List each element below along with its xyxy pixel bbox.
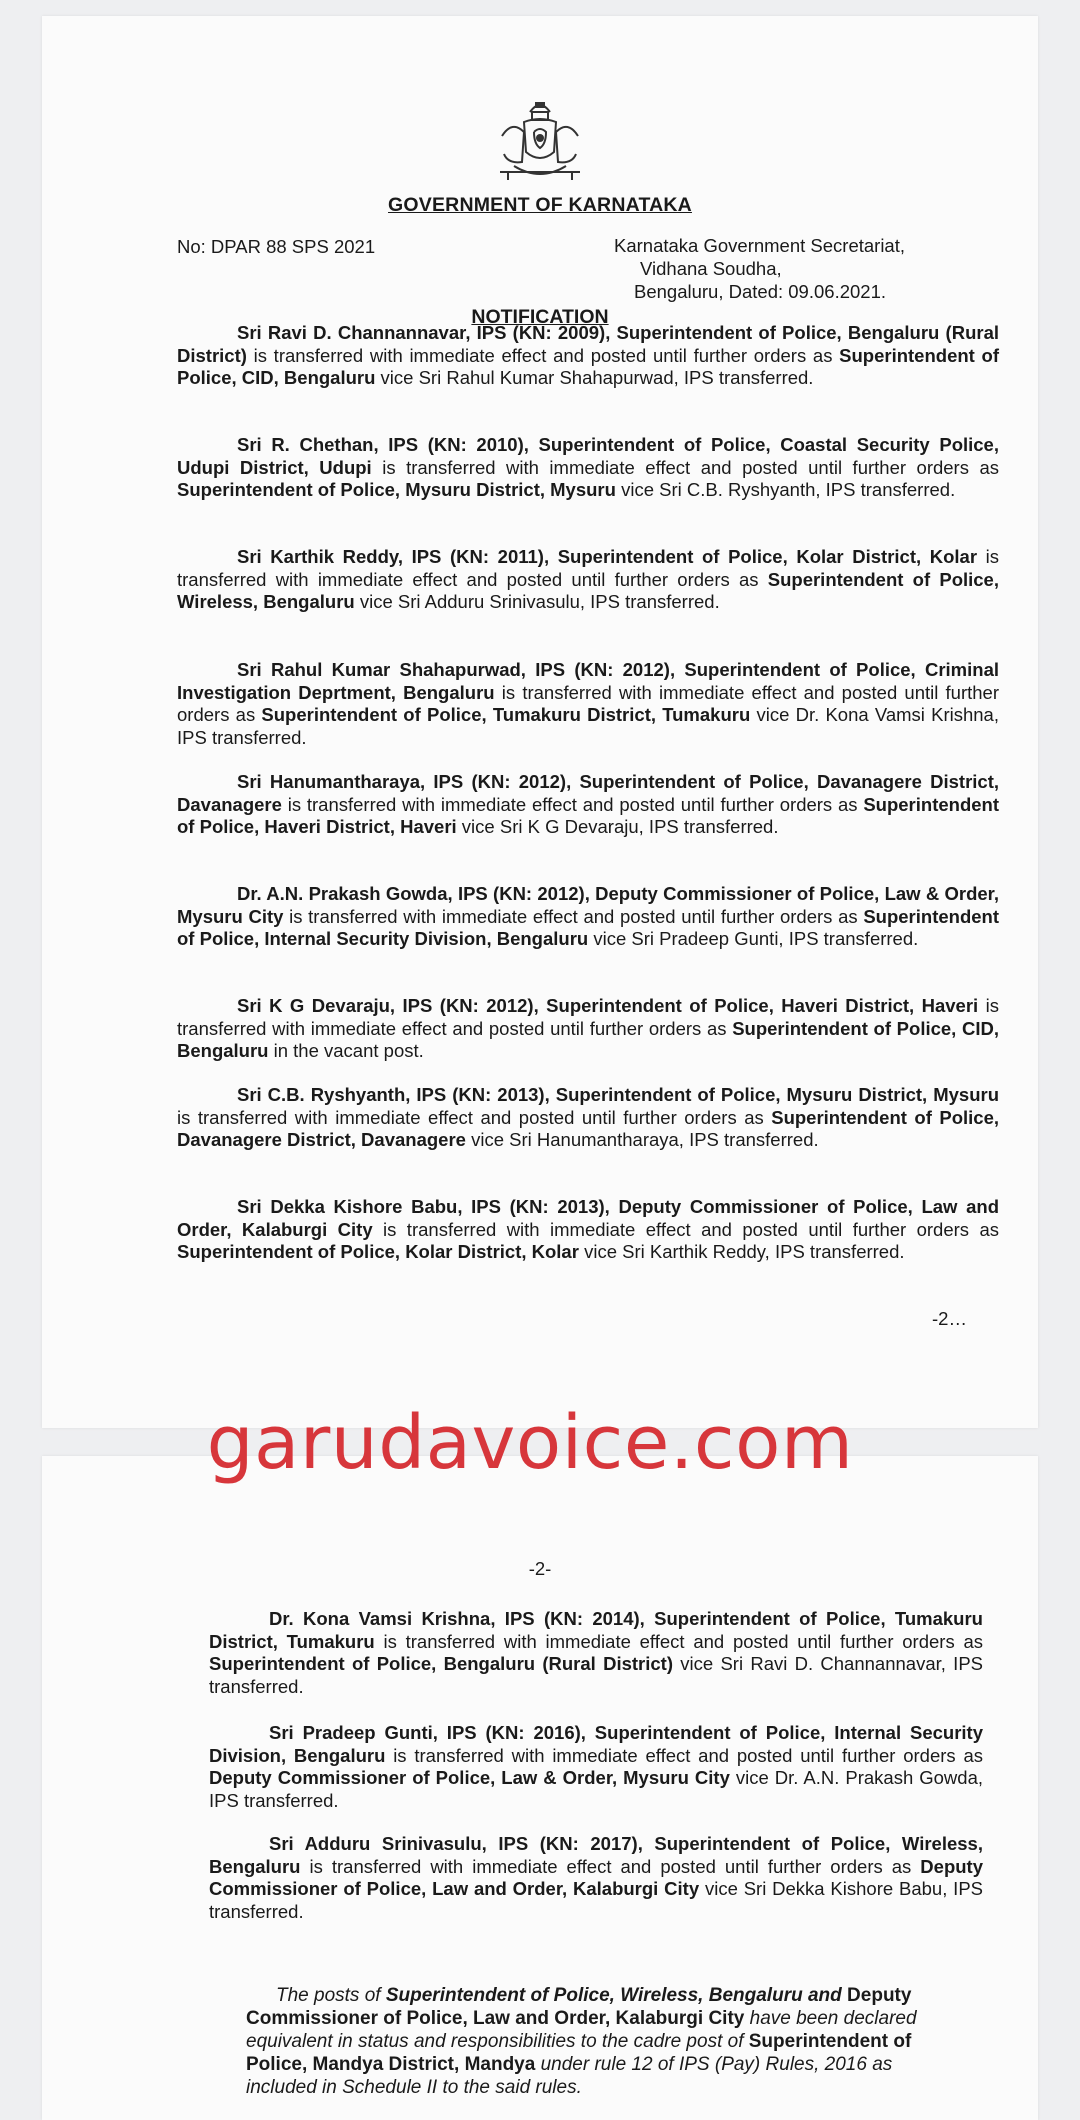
- reference-number: No: DPAR 88 SPS 2021: [177, 236, 376, 257]
- page-two: [42, 1456, 1038, 2120]
- transfer-paragraph: Dr. Kona Vamsi Krishna, IPS (KN: 2014), Superintendent of Police, Tumakuru District, Tumakuru is transferred with immediate effect and posted until further orders as Superintendent of Police, Bengaluru (Rural District) vice Sri Ravi D. Channannavar, IPS transferred.: [209, 1608, 984, 1697]
- watermark-text: garudavoice.com: [206, 1400, 854, 1486]
- transfer-paragraph: Sri Rahul Kumar Shahapurwad, IPS (KN: 2012), Superintendent of Police, Criminal Investigation Deprtment, Bengaluru is transferred with immediate effect and posted until further orders as Superintendent of Police, Tumakuru District, Tumakuru vice Dr. Kona Vamsi Krishna, IPS transferred.: [177, 659, 999, 748]
- transfer-paragraph: Sri Hanumantharaya, IPS (KN: 2012), Superintendent of Police, Davanagere District, Davanagere is transferred with immediate effect and posted until further orders as Superintendent of Police, Haveri District, Haveri vice Sri K G Devaraju, IPS transferred.: [177, 771, 999, 838]
- address-line: Vidhana Soudha,: [640, 258, 782, 279]
- transfer-paragraph: Sri Ravi D. Channannavar, IPS (KN: 2009), Superintendent of Police, Bengaluru (Rural District) is transferred with immediate effect and posted until further orders as Superintendent of Police, CID, Bengaluru vice Sri Rahul Kumar Shahapurwad, IPS transferred.: [177, 322, 999, 389]
- next-page-marker: -2…: [932, 1308, 967, 1329]
- transfer-paragraph: Sri Adduru Srinivasulu, IPS (KN: 2017), Superintendent of Police, Wireless, Bengaluru is transferred with immediate effect and posted until further orders as Deputy Commissioner of Police, Law and Order, Kalaburgi City vice Sri Dekka Kishore Babu, IPS transferred.: [209, 1833, 983, 1922]
- address-line: Bengaluru, Dated: 09.06.2021.: [634, 281, 886, 302]
- notification-heading: NOTIFICATION: [471, 306, 609, 328]
- transfer-paragraph: Sri Dekka Kishore Babu, IPS (KN: 2013), Deputy Commissioner of Police, Law and Order, Kalaburgi City is transferred with immediate effect and posted until further orders as Superintendent of Police, Kolar District, Kolar vice Sri Karthik Reddy, IPS transferred.: [177, 1196, 999, 1263]
- page-one: [42, 16, 1038, 1428]
- transfer-paragraph: Dr. A.N. Prakash Gowda, IPS (KN: 2012), Deputy Commissioner of Police, Law & Order, Mysuru City is transferred with immediate effect and posted until further orders as Superintendent of Police, Internal Security Division, Bengaluru vice Sri Pradeep Gunti, IPS transferred.: [177, 883, 999, 950]
- government-heading: GOVERNMENT OF KARNATAKA: [388, 194, 692, 216]
- transfer-paragraph: Sri C.B. Ryshyanth, IPS (KN: 2013), Superintendent of Police, Mysuru District, Mysuru is transferred with immediate effect and posted until further orders as Superintendent of Police, Davanagere District, Davanagere vice Sri Hanumantharaya, IPS transferred.: [177, 1084, 999, 1151]
- address-line: Karnataka Government Secretariat,: [614, 235, 906, 256]
- page-number: -2-: [528, 1558, 552, 1579]
- karnataka-emblem-icon: [494, 92, 586, 192]
- transfer-paragraph: Sri Pradeep Gunti, IPS (KN: 2016), Superintendent of Police, Internal Security Division, Bengaluru is transferred with immediate effect and posted until further orders as Deputy Commissioner of Police, Law & Order, Mysuru City vice Dr. A.N. Prakash Gowda, IPS transferred.: [209, 1722, 984, 1811]
- transfer-paragraph: Sri Karthik Reddy, IPS (KN: 2011), Superintendent of Police, Kolar District, Kolar is transferred with immediate effect and posted until further orders as Superintendent of Police, Wireless, Bengaluru vice Sri Adduru Srinivasulu, IPS transferred.: [177, 546, 1000, 613]
- closing-paragraph: The posts of Superintendent of Police, Wireless, Bengaluru and Deputy Commissioner of Police, Law and Order, Kalaburgi City have been declared equivalent in status and responsibilities to the cadre post of Superintendent of Police, Mandya District, Mandya under rule 12 of IPS (Pay) Rules, 2016 as included in Schedule II to the said rules.: [246, 1985, 917, 2098]
- transfer-paragraph: Sri R. Chethan, IPS (KN: 2010), Superintendent of Police, Coastal Security Police, Udupi District, Udupi is transferred with immediate effect and posted until further orders as Superintendent of Police, Mysuru District, Mysuru vice Sri C.B. Ryshyanth, IPS transferred.: [177, 434, 1000, 501]
- transfer-paragraph: Sri K G Devaraju, IPS (KN: 2012), Superintendent of Police, Haveri District, Haveri is transferred with immediate effect and posted until further orders as Superintendent of Police, CID, Bengaluru in the vacant post.: [177, 995, 1000, 1062]
- address-block: [614, 234, 905, 303]
